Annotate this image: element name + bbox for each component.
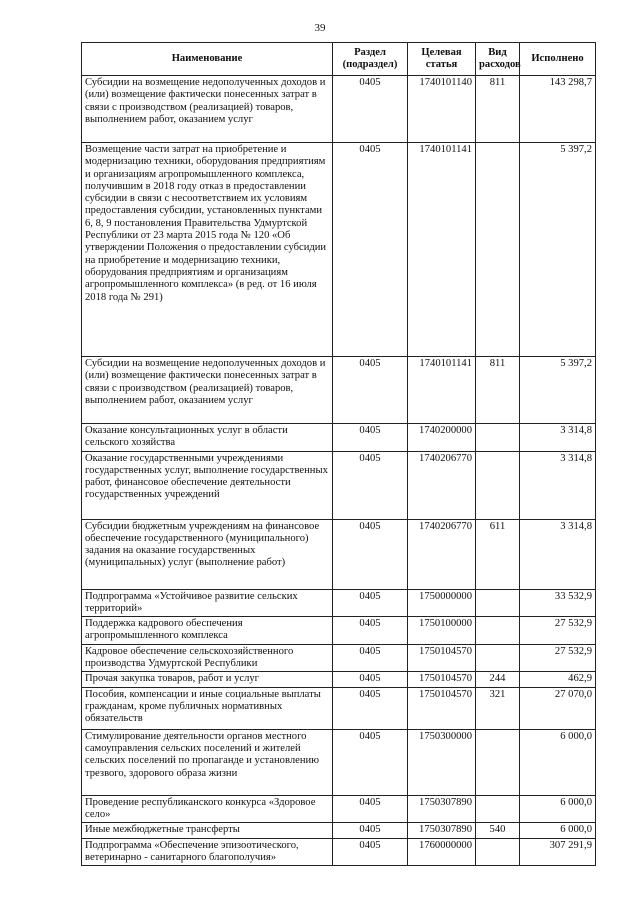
row-target: 1750307890 xyxy=(408,823,476,838)
row-type xyxy=(476,143,520,357)
row-type xyxy=(476,644,520,672)
row-executed: 33 532,9 xyxy=(520,589,596,617)
row-name: Проведение республиканского конкурса «Здоровое село» xyxy=(82,795,333,823)
header-row xyxy=(82,43,596,76)
row-section: 0405 xyxy=(333,519,408,589)
row-target: 1740101141 xyxy=(408,357,476,424)
row-executed: 5 397,2 xyxy=(520,357,596,424)
row-executed: 27 070,0 xyxy=(520,687,596,729)
row-target: 1750000000 xyxy=(408,589,476,617)
row-executed: 6 000,0 xyxy=(520,823,596,838)
table-row xyxy=(82,76,596,143)
row-type xyxy=(476,838,520,866)
row-name: Кадровое обеспечение сельскохозяйственного производства Удмуртской Республики xyxy=(82,644,333,672)
row-section: 0405 xyxy=(333,729,408,795)
row-target: 1740206770 xyxy=(408,519,476,589)
row-section: 0405 xyxy=(333,644,408,672)
row-executed: 307 291,9 xyxy=(520,838,596,866)
row-executed: 3 314,8 xyxy=(520,519,596,589)
table-row xyxy=(82,823,596,838)
row-name: Поддержка кадрового обеспечения агропромышленного комплекса xyxy=(82,617,333,645)
table-row xyxy=(82,617,596,645)
row-name: Субсидии на возмещение недополученных доходов и (или) возмещение фактически понесенных затрат в связи с производством (реализацией) товаров, выполнением работ, оказанием услуг xyxy=(82,76,333,143)
row-type xyxy=(476,451,520,519)
row-target: 1750104570 xyxy=(408,644,476,672)
row-section: 0405 xyxy=(333,617,408,645)
row-target: 1740101141 xyxy=(408,143,476,357)
row-executed: 6 000,0 xyxy=(520,795,596,823)
table-row xyxy=(82,357,596,424)
row-executed: 6 000,0 xyxy=(520,729,596,795)
row-target: 1750307890 xyxy=(408,795,476,823)
row-name: Подпрограмма «Устойчивое развитие сельских территорий» xyxy=(82,589,333,617)
row-name: Субсидии бюджетным учреждениям на финансовое обеспечение государственного (муниципального) задания на оказание государственных (муниципальных) услуг (выполнение работ) xyxy=(82,519,333,589)
row-target: 1750300000 xyxy=(408,729,476,795)
table-row xyxy=(82,644,596,672)
row-target: 1740101140 xyxy=(408,76,476,143)
row-type xyxy=(476,729,520,795)
table-row xyxy=(82,424,596,452)
row-type xyxy=(476,617,520,645)
row-name: Прочая закупка товаров, работ и услуг xyxy=(82,672,333,687)
row-executed: 462,9 xyxy=(520,672,596,687)
row-target: 1750104570 xyxy=(408,672,476,687)
row-name: Оказание государственными учреждениями государственных услуг, выполнение государственных работ, финансовое обеспечение деятельности государственных учреждений xyxy=(82,451,333,519)
row-executed: 143 298,7 xyxy=(520,76,596,143)
row-type: 244 xyxy=(476,672,520,687)
row-name: Пособия, компенсации и иные социальные выплаты гражданам, кроме публичных нормативных обязательств xyxy=(82,687,333,729)
row-section: 0405 xyxy=(333,838,408,866)
table-row xyxy=(82,729,596,795)
row-section: 0405 xyxy=(333,76,408,143)
row-target: 1750104570 xyxy=(408,687,476,729)
header-type: Вид расходов xyxy=(476,43,520,76)
budget-table xyxy=(81,42,596,866)
row-executed: 27 532,9 xyxy=(520,644,596,672)
row-target: 1740200000 xyxy=(408,424,476,452)
table-row xyxy=(82,451,596,519)
row-name: Иные межбюджетные трансферты xyxy=(82,823,333,838)
page-number: 39 xyxy=(314,22,326,34)
row-name: Оказание консультационных услуг в области сельского хозяйства xyxy=(82,424,333,452)
row-type: 611 xyxy=(476,519,520,589)
row-name: Подпрограмма «Обеспечение эпизоотического, ветеринарно - санитарного благополучия» xyxy=(82,838,333,866)
row-name: Субсидии на возмещение недополученных доходов и (или) возмещение фактически понесенных затрат в связи с производством (реализацией) товаров, выполнением работ, оказанием услуг xyxy=(82,357,333,424)
row-executed: 3 314,8 xyxy=(520,424,596,452)
header-section: Раздел (подраздел) xyxy=(333,43,408,76)
header-name: Наименование xyxy=(82,43,333,76)
row-type: 540 xyxy=(476,823,520,838)
row-type xyxy=(476,424,520,452)
row-executed: 27 532,9 xyxy=(520,617,596,645)
row-type xyxy=(476,589,520,617)
row-name: Возмещение части затрат на приобретение и модернизацию техники, оборудования предприятиям и организациям агропромышленного комплекса, получившим в 2018 году отказ в предоставлении субсидии в связи с несоответствием их условиям предоставления субсидии, установленных пунктами 6, 8, 9 постановления Правительства Удмуртской Республики от 23 марта 2015 года № 120 «Об утверждении Положения о предоставлении субсидии на приобретение и модернизацию техники, оборудования предприятиям и организациям агропромышленного комплекса» (в ред. от 16 июля 2018 года № 291) xyxy=(82,143,333,357)
row-section: 0405 xyxy=(333,451,408,519)
row-section: 0405 xyxy=(333,143,408,357)
header-executed: Исполнено xyxy=(520,43,596,76)
table-row xyxy=(82,143,596,357)
row-target: 1750100000 xyxy=(408,617,476,645)
row-type: 321 xyxy=(476,687,520,729)
row-section: 0405 xyxy=(333,795,408,823)
row-type: 811 xyxy=(476,357,520,424)
row-target: 1760000000 xyxy=(408,838,476,866)
row-section: 0405 xyxy=(333,424,408,452)
row-section: 0405 xyxy=(333,823,408,838)
row-section: 0405 xyxy=(333,357,408,424)
table-row xyxy=(82,795,596,823)
table-row xyxy=(82,589,596,617)
row-type: 811 xyxy=(476,76,520,143)
table-row xyxy=(82,672,596,687)
row-section: 0405 xyxy=(333,589,408,617)
row-type xyxy=(476,795,520,823)
row-executed: 5 397,2 xyxy=(520,143,596,357)
row-section: 0405 xyxy=(333,687,408,729)
table-row xyxy=(82,838,596,866)
table-row xyxy=(82,519,596,589)
header-target: Целевая статья xyxy=(408,43,476,76)
row-section: 0405 xyxy=(333,672,408,687)
row-name: Стимулирование деятельности органов местного самоуправления сельских поселений и жителей сельских поселений по пропаганде и установлению трезвого, здорового образа жизни xyxy=(82,729,333,795)
row-target: 1740206770 xyxy=(408,451,476,519)
table-row xyxy=(82,687,596,729)
row-executed: 3 314,8 xyxy=(520,451,596,519)
